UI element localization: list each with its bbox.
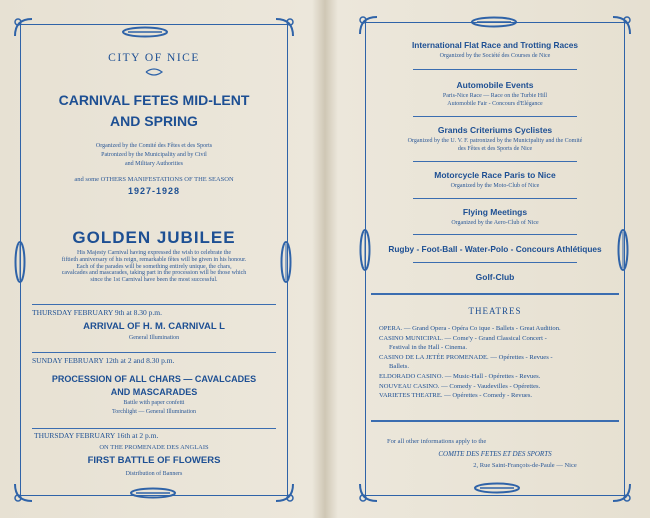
right-page	[327, 0, 650, 518]
divider	[413, 198, 577, 199]
section-rule	[371, 293, 619, 295]
heading-flourish	[144, 68, 164, 76]
theatre-line: VARIETES THEATRE. — Opérettes - Comedy - Revues.	[379, 392, 533, 400]
theatres-heading: THEATRES	[468, 306, 522, 316]
races-sub: Organized by the Société des Courses de Nice	[439, 53, 551, 59]
organizer-line2: Patronized by the Municipality and by Civil	[101, 152, 207, 158]
event1-date: THURSDAY FEBRUARY 9th at 8.30 p.m.	[32, 308, 163, 317]
divider	[413, 262, 577, 263]
motorcycle-sub: Organized by the Moto-Club of Nice	[450, 183, 540, 189]
event3-date: THURSDAY FEBRUARY 16th at 2 p.m.	[34, 431, 159, 440]
theatre-line: CASINO MUNICIPAL. — Come'y - Grand Classical Concert -	[379, 334, 547, 342]
theatre-line: OPERA. — Grand Opera - Opéra Co ique - Ballets - Great Audition.	[379, 325, 561, 332]
cyclistes-sub1: Organized by the U. V. F. patronized by the Municipality and the Comité	[407, 138, 583, 144]
theatre-line: CASINO DE LA JETÉE PROMENADE. — Opérettes - Revues -	[379, 353, 553, 361]
flying-title: Flying Meetings	[462, 207, 528, 217]
automobile-sub1: Paris-Nice Race — Race on the Turbie Hill	[442, 93, 548, 99]
season-years: 1927-1928	[127, 186, 181, 196]
paragraph-line: cavalcades and mascarades, taking part in the procession will be those which	[61, 270, 247, 277]
theatre-line: NOUVEAU CASINO. — Comedy - Vaudevilles - Opérettes.	[379, 382, 541, 390]
theatre-line: Ballets.	[389, 363, 409, 371]
event3-place: ON THE PROMENADE DES ANGLAIS	[99, 444, 209, 451]
event3-title: FIRST BATTLE OF FLOWERS	[87, 455, 221, 466]
event2-sub2: Torchlight — General Illumination	[111, 409, 197, 415]
sports-title: Rugby - Foot-Ball - Water-Polo - Concours Athlétiques	[388, 244, 602, 254]
left-page	[0, 0, 323, 518]
golf-title: Golf-Club	[475, 272, 515, 282]
info-line3: 2, Rue Saint-François-de-Paule — Nice	[473, 462, 577, 469]
divider	[32, 304, 276, 305]
jubilee-paragraph	[34, 250, 274, 284]
divider	[32, 428, 276, 429]
paragraph-line: His Majesty Carnival having expressed the wish to celebrate the	[76, 250, 232, 256]
divider	[413, 234, 577, 235]
event1-title: ARRIVAL OF H. M. CARNIVAL L	[83, 321, 225, 332]
event2-title-line2: AND MASCARADES	[110, 387, 198, 397]
section-rule	[371, 420, 619, 422]
info-line1: For all other informations apply to the	[387, 438, 487, 445]
divider	[413, 69, 577, 70]
divider	[413, 161, 577, 162]
automobile-sub2: Automobile Fair - Concours d'Elégance	[447, 101, 543, 107]
cyclistes-title: Grands Criteriums Cyclistes	[437, 125, 553, 135]
golden-jubilee-title: GOLDEN JUBILEE	[72, 228, 236, 247]
divider	[413, 116, 577, 117]
main-title-line2: AND SPRING	[110, 113, 198, 129]
races-title: International Flat Race and Trotting Races	[412, 40, 578, 50]
main-title-line1: CARNIVAL FETES MID-LENT	[58, 92, 250, 108]
paragraph-line: Each of the parades will be something entirely unique, the chars,	[76, 263, 232, 270]
organizer-line3: and Military Authorities	[125, 161, 183, 167]
event2-date: SUNDAY FEBRUARY 12th at 2 and 8.30 p.m.	[32, 356, 175, 365]
event2-title-line1: PROCESSION OF ALL CHARS — CAVALCADES	[51, 374, 257, 384]
event1-sub: General Illumination	[128, 335, 180, 341]
cyclistes-sub2: des Fêtes et des Sports de Nice	[457, 146, 533, 152]
info-line2: COMITE DES FETES ET DES SPORTS	[438, 450, 552, 458]
theatre-line: ELDORADO CASINO. — Music-Hall - Opérettes - Revues.	[379, 372, 541, 380]
paragraph-line: fiftieth anniversary of his reign, remarkable fêtes will be given in his honour.	[61, 256, 247, 263]
flying-sub: Organized by the Aero-Club of Nice	[451, 220, 539, 226]
organizer-line1: Organized by the Comité des Fêtes et des Sports	[95, 143, 213, 149]
event2-sub1: Battle with paper confetti	[123, 400, 185, 406]
automobile-title: Automobile Events	[456, 80, 534, 90]
divider	[32, 352, 276, 353]
city-heading: CITY OF NICE	[108, 52, 200, 64]
theatre-line: Festival in the Hall - Cinema.	[389, 344, 468, 352]
paragraph-line: since the 1st Carnival have been the most successful.	[90, 277, 218, 284]
motorcycle-title: Motorcycle Race Paris to Nice	[434, 170, 556, 180]
event3-sub: Distribution of Banners	[125, 471, 183, 477]
theatres-list	[379, 324, 561, 401]
others-line: and some OTHERS MANIFESTATIONS OF THE SEASON	[74, 176, 234, 183]
